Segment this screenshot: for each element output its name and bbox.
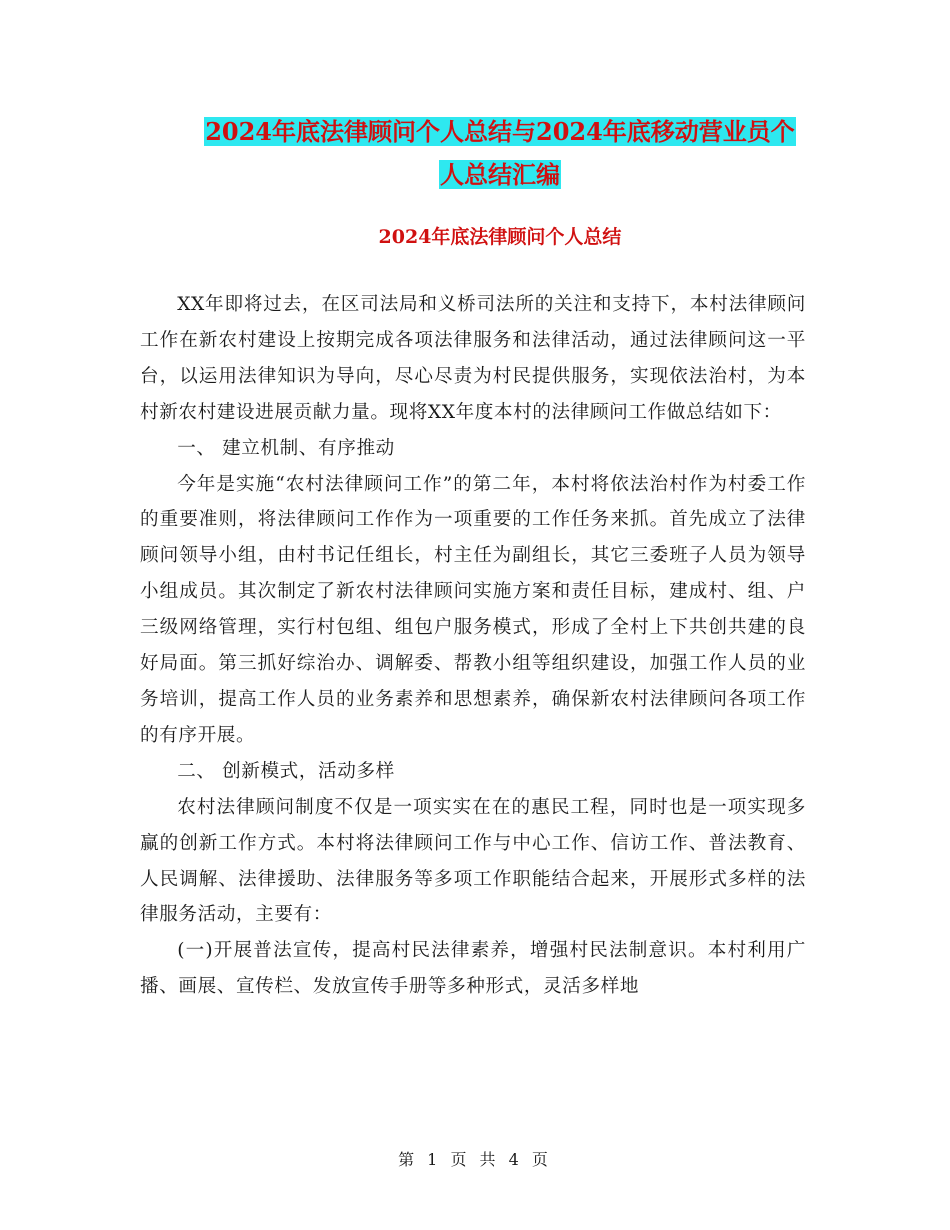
body-text [140,287,806,1005]
document-title-line-1 [140,112,860,152]
paragraph-1: 今年是实施“农村法律顾问工作”的第二年，本村将依法治村作为村委工作的重要准则，将法律顾问工作作为一项重要的工作任务来抓。首先成立了法律顾问领导小组，由村书记任组长，村主任为副组长，其它三委班子人员为领导小组成员。其次制定了新农村法律顾问实施方案和责任目标，建成村、组、户三级网络管理，实行村包组、组包户服务模式，形成了全村上下共创共建的良好局面。第三抓好综治办、调解委、帮教小组等组织建设，加强工作人员的业务培训，提高工作人员的业务素养和思想素养，确保新农村法律顾问各项工作的有序开展。 [140,473,806,746]
heading-2: 二、 创新模式，活动多样 [177,760,395,782]
section-title: 2024年底法律顾问个人总结 [378,226,622,248]
paragraph-3: (一)开展普法宣传，提高村民法律素养，增强村民法制意识。本村利用广播、画展、宣传栏、发放宣传手册等多种形式，灵活多样地 [140,940,806,998]
title-highlight-2: 人总结汇编 [440,160,560,189]
heading-1: 一、 建立机制、有序推动 [177,437,395,459]
document-title-line-2 [140,155,860,195]
paragraph-intro: XX年即将过去，在区司法局和义桥司法所的关注和支持下，本村法律顾问工作在新农村建设上按期完成各项法律服务和法律活动，通过法律顾问这一平台，以运用法律知识为导向，尽心尽责为村民提供服务，实现依法治村，为本村新农村建设进展贡献力量。现将XX年度本村的法律顾问工作做总结如下： [140,294,806,423]
page-footer: 第 1 页 共 4 页 [398,1150,552,1169]
paragraph-2: 农村法律顾问制度不仅是一项实实在在的惠民工程，同时也是一项实现多赢的创新工作方式。本村将法律顾问工作与中心工作、信访工作、普法教育、人民调解、法律援助、法律服务等多项工作职能结合起来，开展形式多样的法律服务活动，主要有： [140,796,806,926]
title-highlight-1: 2024年底法律顾问个人总结与2024年底移动营业员个 [205,117,795,146]
